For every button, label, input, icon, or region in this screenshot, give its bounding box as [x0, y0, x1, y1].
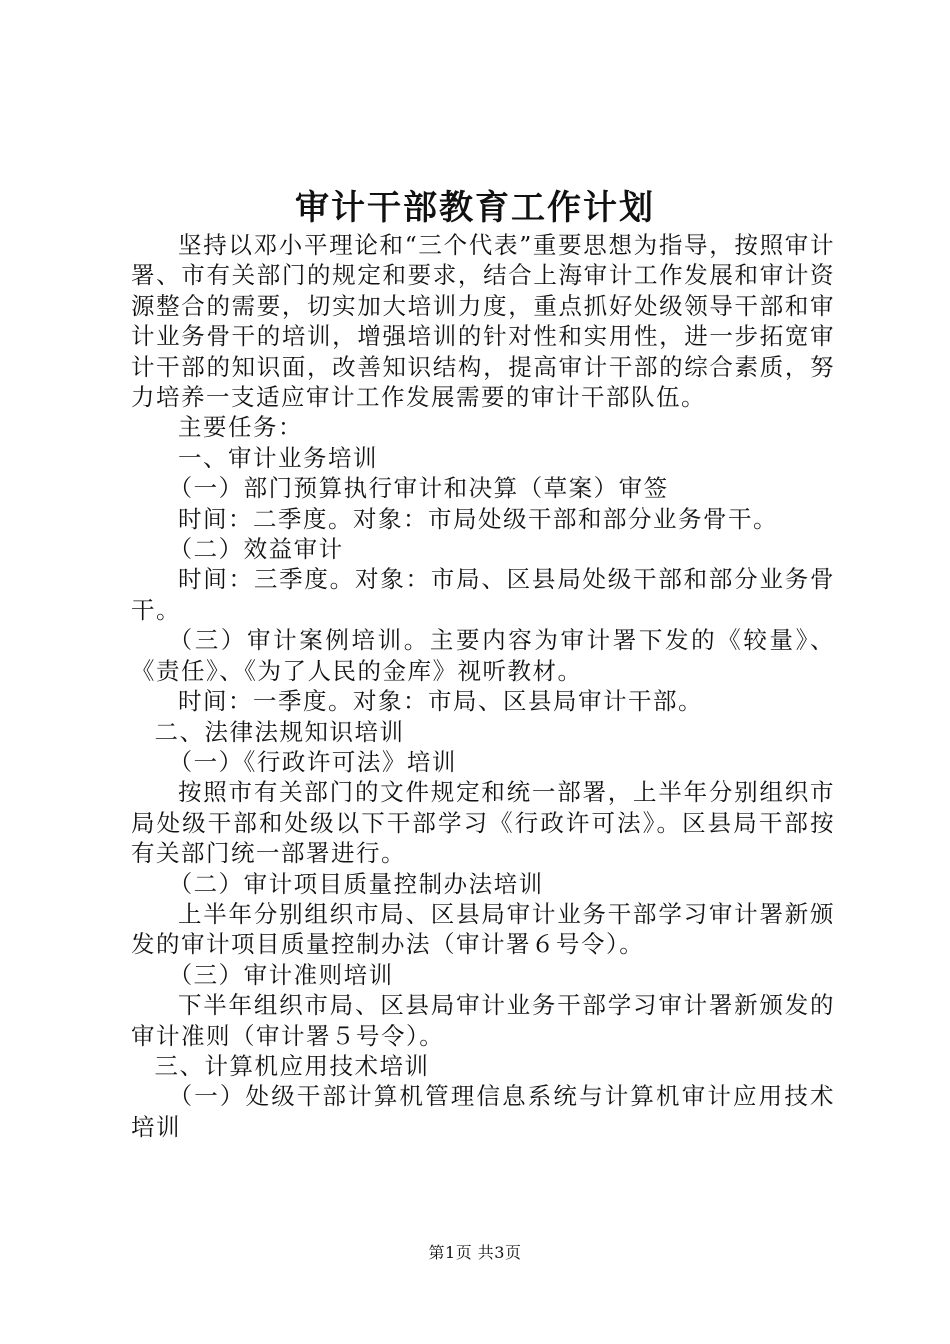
body-paragraph: 下半年组织市局、区县局审计业务干部学习审计署新颁发的审计准则（审计署５号令）。: [131, 991, 835, 1050]
section-heading-computer-training: 三、计算机应用技术培训: [154, 1051, 430, 1080]
subsection-audit-standards: （三）审计准则培训: [168, 960, 394, 989]
document-title: 审计干部教育工作计划: [295, 188, 655, 228]
section-heading-legal-training: 二、法律法规知识培训: [154, 717, 405, 746]
main-tasks-heading: 主要任务：: [178, 413, 303, 442]
intro-paragraph: 坚持以邓小平理论和“三个代表”重要思想为指导，按照审计署、市有关部门的规定和要求，结合上海审计工作发展和审计资源整合的需要，切实加大培训力度，重点抓好处级领导干部和审计业务骨干的培训，增强培训的针对性和实用性，进一步拓宽审计干部的知识面，改善知识结构，提高审计干部的综合素质，努力培养一支适应审计工作发展需要的审计干部队伍。: [131, 231, 835, 412]
body-paragraph: 上半年分别组织市局、区县局审计业务干部学习审计署新颁发的审计项目质量控制办法（审计署６号令）。: [131, 899, 835, 959]
subsection-budget-audit: （一）部门预算执行审计和决算（草案）审签: [168, 474, 669, 503]
page-footer: 第1页 共3页: [428, 1243, 522, 1262]
schedule-paragraph: 时间：三季度。对象：市局、区县局处级干部和部分业务骨干。: [131, 565, 835, 624]
body-paragraph: 按照市有关部门的文件规定和统一部署，上半年分别组织市局处级干部和处级以下干部学习《行政许可法》。区县局干部按有关部门统一部署进行。: [131, 778, 835, 868]
subsection-case-training: （三）审计案例培训。主要内容为审计署下发的《较量》、《责任》、《为了人民的金库》视听教材。: [131, 626, 835, 685]
section-heading-audit-training: 一、审计业务培训: [178, 443, 378, 472]
subsection-licensing-law: （一）《行政许可法》培训: [168, 747, 457, 776]
schedule-paragraph: 时间：一季度。对象：市局、区县局审计干部。: [178, 687, 703, 716]
document-body: [131, 230, 835, 1142]
subsection-quality-control: （二）审计项目质量控制办法培训: [168, 869, 544, 898]
subsection-computer-systems: （一）处级干部计算机管理信息系统与计算机审计应用技术培训: [131, 1082, 835, 1141]
subsection-performance-audit: （二）效益审计: [168, 535, 344, 564]
schedule-paragraph: 时间：二季度。对象：市局处级干部和部分业务骨干。: [178, 504, 778, 533]
